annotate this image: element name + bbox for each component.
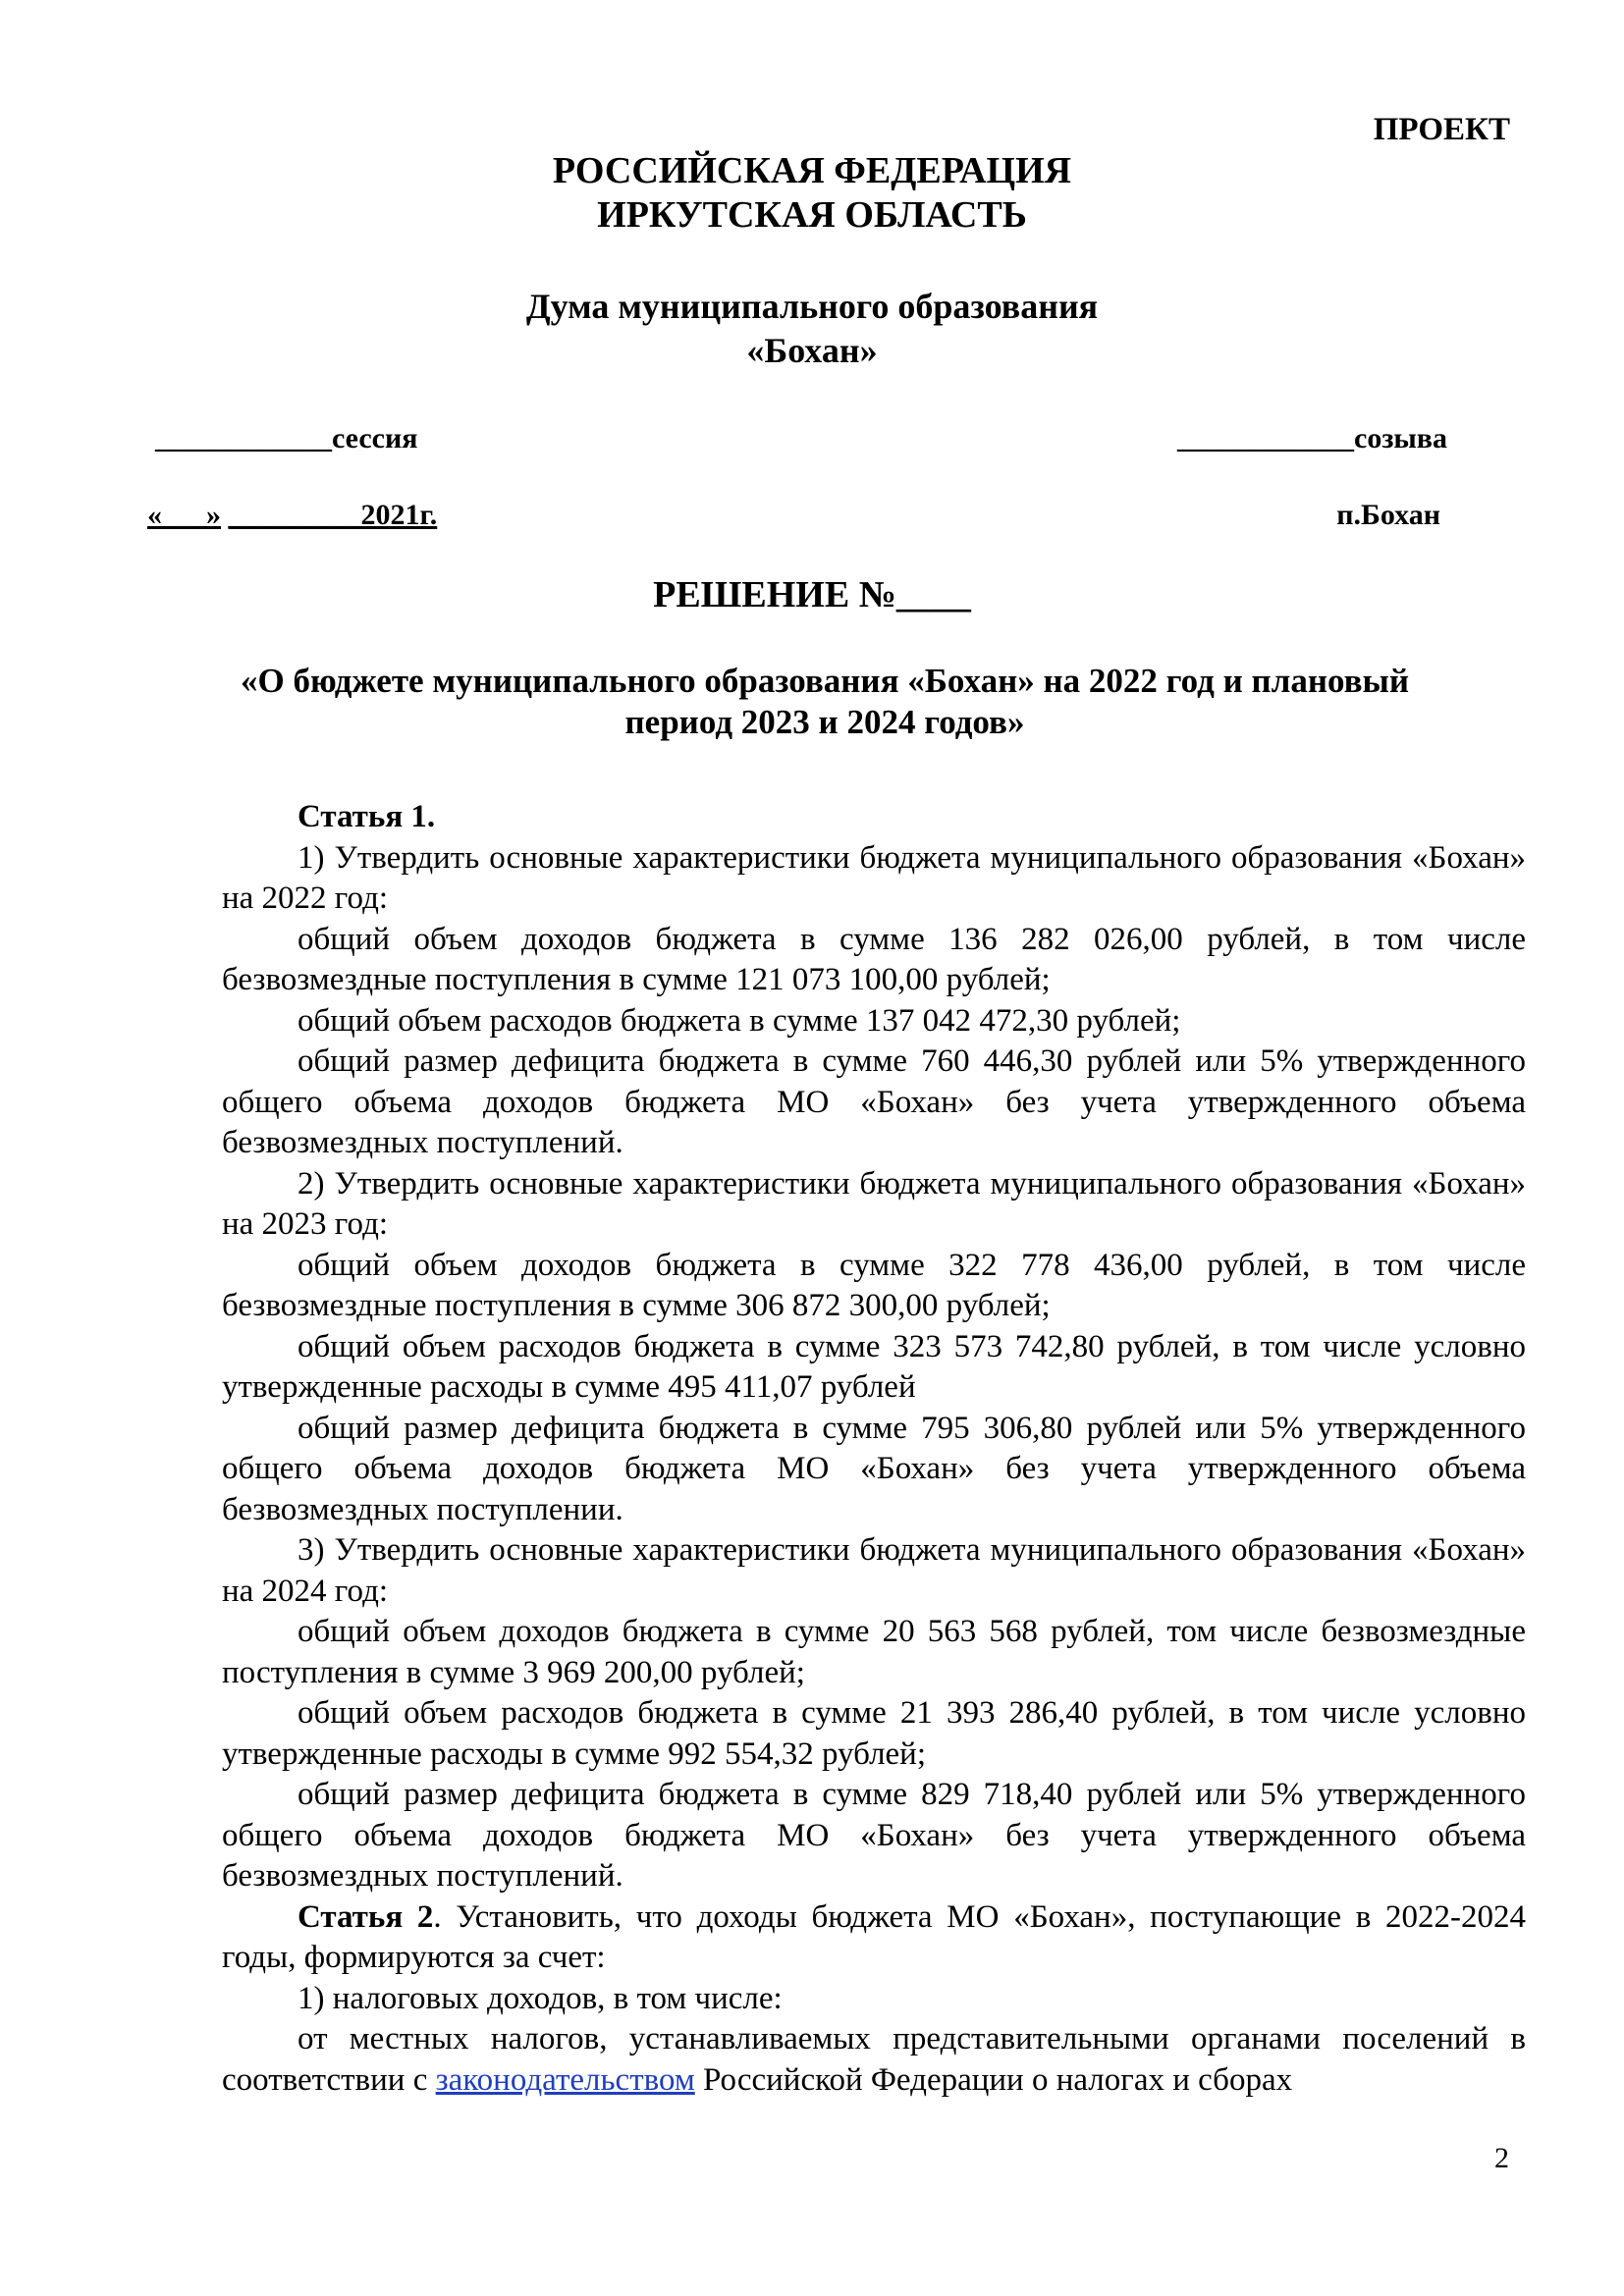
decision-title-line1: «О бюджете муниципального образования «Бохан» на 2022 год и плановый <box>240 662 1410 700</box>
issuing-body <box>0 285 1624 373</box>
article-1-heading: Статья 1. <box>298 799 436 834</box>
page-number: 2 <box>1494 2142 1509 2174</box>
issuing-body-line2: «Бохан» <box>746 331 878 370</box>
place-label: п.Бохан <box>1336 499 1440 531</box>
convocation-blank: ____________ <box>1177 422 1354 454</box>
decision-label: РЕШЕНИЕ № <box>653 574 896 615</box>
article-2-heading: Статья 2 <box>298 1898 434 1935</box>
document-header <box>0 149 1624 238</box>
article-2-item-1: 1) налоговых доходов, в том числе: <box>298 1980 783 2016</box>
decision-number-blank: ____ <box>895 574 971 615</box>
date-open-quote: « <box>147 499 162 531</box>
article-2-text: . Установить, что доходы бюджета МО «Бохан», поступающие в 2022-2024 годы, формируются за счет: <box>222 1898 1526 1975</box>
article-1-2024-deficit: общий размер дефицита бюджета в сумме 829 718,40 рублей или 5% утвержденного общего объема доходов бюджета МО «Бохан» без учета утвержденного объема безвозмездных поступлений. <box>222 1777 1526 1894</box>
date-close-quote: » <box>206 499 221 531</box>
article-1-2024-expense: общий объем расходов бюджета в сумме 21 393 286,40 рублей, в том числе условно утвержденные расходы в сумме 992 554,32 рублей; <box>222 1695 1526 1772</box>
article-1-item-2024-intro: 3) Утвердить основные характеристики бюджета муниципального образования «Бохан» на 2024 год: <box>222 1532 1526 1609</box>
date-month-blank: _________ <box>228 499 361 531</box>
date-day-blank: ___ <box>162 499 206 531</box>
convocation-field <box>1177 422 1447 455</box>
draft-label: ПРОЕКТ <box>1373 112 1510 147</box>
decision-heading <box>0 573 1624 616</box>
article-1-item-2023-intro: 2) Утвердить основные характеристики бюджета муниципального образования «Бохан» на 2023 год: <box>222 1165 1526 1242</box>
date-year: 2021г. <box>360 499 438 531</box>
header-region: ИРКУТСКАЯ ОБЛАСТЬ <box>597 194 1027 236</box>
article-1-item-2022-intro: 1) Утвердить основные характеристики бюджета муниципального образования «Бохан» на 2022 год: <box>222 839 1526 916</box>
local-taxes-text-end: Российской Федерации о налогах и сборах <box>694 2061 1293 2098</box>
document-body <box>222 797 1526 2101</box>
decision-title-line2: период 2023 и 2024 годов» <box>624 703 1025 741</box>
article-1-2023-expense: общий объем расходов бюджета в сумме 323 573 742,80 рублей, в том числе условно утвержденные расходы в сумме 495 411,07 рублей <box>222 1328 1526 1405</box>
article-1-2022-expense: общий объем расходов бюджета в сумме 137 042 472,30 рублей; <box>298 1002 1181 1039</box>
legislation-link[interactable]: законодательством <box>435 2061 695 2098</box>
convocation-label: созыва <box>1354 422 1447 454</box>
article-1-2022-income: общий объем доходов бюджета в сумме 136 282 026,00 рублей, в том числе безвозмездные поступления в сумме 121 073 100,00 рублей; <box>222 921 1526 997</box>
session-field <box>155 422 418 455</box>
article-1-2023-deficit: общий размер дефицита бюджета в сумме 795 306,80 рублей или 5% утвержденного общего объема доходов бюджета МО «Бохан» без учета утвержденного объема безвозмездных поступлении. <box>222 1410 1526 1527</box>
decision-title <box>167 661 1483 743</box>
article-1-2023-income: общий объем доходов бюджета в сумме 322 778 436,00 рублей, в том числе безвозмездные поступления в сумме 306 872 300,00 рублей; <box>222 1247 1526 1323</box>
article-1-2022-deficit: общий размер дефицита бюджета в сумме 760 446,30 рублей или 5% утвержденного общего объема доходов бюджета МО «Бохан» без учета утвержденного объема безвозмездных поступлений. <box>222 1043 1526 1160</box>
article-2-paragraph <box>222 1897 1526 1979</box>
article-1-2024-income: общий объем доходов бюджета в сумме 20 563 568 рублей, том числе безвозмездные поступления в сумме 3 969 200,00 рублей; <box>222 1614 1526 1690</box>
date-field <box>147 499 437 532</box>
issuing-body-line1: Дума муниципального образования <box>525 287 1099 326</box>
session-blank: ____________ <box>155 422 332 454</box>
session-label: сессия <box>332 422 418 454</box>
local-taxes-text: от местных налогов, устанавливаемых представительными органами поселений в соответствии с <box>222 2021 1526 2098</box>
header-country: РОССИЙСКАЯ ФЕДЕРАЦИЯ <box>552 150 1072 191</box>
article-2-local-taxes <box>222 2019 1526 2101</box>
